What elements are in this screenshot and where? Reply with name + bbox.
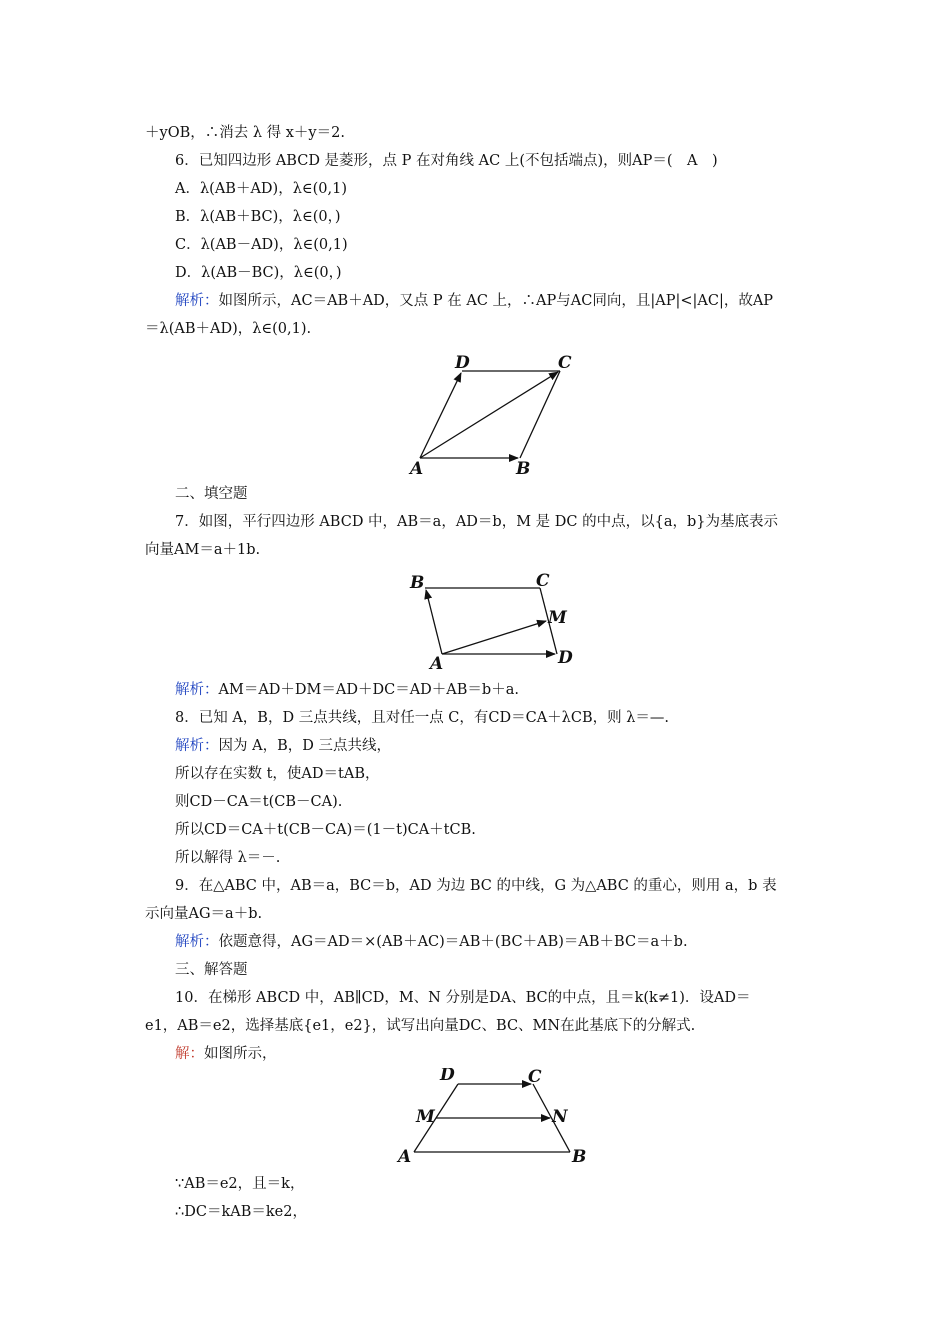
question-10: 10．在梯形 ABCD 中，AB∥CD，M、N 分别是DA、BC的中点，且＝k(k≠1)．设AD＝ [175, 990, 751, 1006]
side-bc [520, 371, 560, 458]
solution-10-text: 如图所示， [204, 1046, 277, 1062]
section-answer: 三、解答题 [175, 962, 248, 978]
question-8: 8．已知 A，B，D 三点共线，且对任一点 C，有CD＝CA＋λCB，则 λ＝—. [175, 710, 670, 726]
question-6: 6．已知四边形 ABCD 是菱形，点 P 在对角线 AC 上(不包括端点)，则AP＝( A ) [175, 153, 718, 169]
solution-label: 解析： [175, 682, 219, 698]
solution-8-line-3: 则CD－CA＝t(CB－CA). [175, 794, 343, 810]
solution-label: 解析： [175, 934, 219, 950]
label-d: D [558, 648, 573, 668]
solution-8-line-1 [175, 736, 391, 756]
option-a: A．λ(AB＋AD)，λ∈(0,1) [175, 181, 347, 197]
question-7-line-2: 向量AM＝a＋1b. [145, 542, 261, 558]
solution-6-text: 如图所示，AC＝AB＋AD，又点 P 在 AC 上，∴AP与AC同向，且|AP|<|AC|，故AP [218, 293, 774, 309]
label-b: B [516, 459, 531, 479]
question-7: 7．如图，平行四边形 ABCD 中，AB＝a，AD＝b，M 是 DC 的中点，以{a，b}为基底表示 [175, 514, 778, 530]
solution-10-line-1 [175, 1044, 277, 1064]
solution-label: 解析： [175, 293, 219, 309]
solution-7-text: AM＝AD＋DM＝AD＋DC＝AD＋AB＝b＋a. [218, 682, 519, 698]
solution-8-text: 因为 A，B，D 三点共线， [218, 738, 391, 754]
label-c: C [536, 571, 550, 591]
vector-ab [426, 590, 442, 654]
label-b: B [572, 1147, 587, 1167]
solution-8-line-5: 所以解得 λ＝－. [175, 850, 281, 866]
label-n: N [552, 1107, 568, 1127]
label-a: A [398, 1147, 412, 1167]
solution-label: 解析： [175, 738, 219, 754]
solution-9 [175, 932, 688, 952]
rhombus-figure [400, 350, 590, 480]
solution-10-line-3: ∴DC＝kAB＝ke2， [175, 1204, 307, 1220]
option-c: C．λ(AB－AD)，λ∈(0,1) [175, 237, 348, 253]
option-d: D．λ(AB－BC)，λ∈(0，) [175, 265, 342, 281]
label-b: B [410, 573, 425, 593]
label-d: D [440, 1068, 455, 1085]
trapezoid-figure [390, 1068, 600, 1168]
parallelogram-figure [400, 568, 590, 673]
solution-7 [175, 680, 519, 700]
solution-8-line-2: 所以存在实数 t，使AD＝tAB， [175, 766, 380, 782]
solution-6-line-2: ＝λ(AB＋AD)，λ∈(0,1). [145, 321, 312, 337]
solution-6-line-1 [175, 291, 773, 311]
label-d: D [455, 353, 470, 373]
vector-am [442, 621, 546, 654]
label-a: A [410, 459, 424, 479]
solution-9-text: 依题意得，AG＝AD＝×(AB＋AC)＝AB＋(BC＋AB)＝AB＋BC＝a＋b. [218, 934, 688, 950]
option-b: B．λ(AB＋BC)，λ∈(0，) [175, 209, 341, 225]
question-9: 9．在△ABC 中，AB＝a，BC＝b，AD 为边 BC 的中线，G 为△ABC 的重心，则用 a，b 表 [175, 878, 777, 894]
label-a: A [430, 654, 444, 673]
question-10-line-2: e1，AB＝e2，选择基底{e1，e2}，试写出向量DC、BC、MN在此基底下的分解式. [145, 1018, 696, 1034]
text-line-1: ＋yOB，∴消去 λ 得 x＋y＝2. [145, 125, 345, 141]
solution-8-line-4: 所以CD＝CA＋t(CB－CA)＝(1－t)CA＋tCB. [175, 822, 476, 838]
solution-label: 解： [175, 1046, 204, 1062]
label-m: M [548, 608, 567, 628]
section-fill-in: 二、填空题 [175, 486, 248, 502]
question-9-line-2: 示向量AG＝a＋b. [145, 906, 263, 922]
label-c: C [528, 1068, 542, 1087]
label-c: C [558, 353, 572, 373]
label-m: M [416, 1107, 435, 1127]
solution-10-line-2: ∵AB＝e2，且＝k， [175, 1176, 305, 1192]
